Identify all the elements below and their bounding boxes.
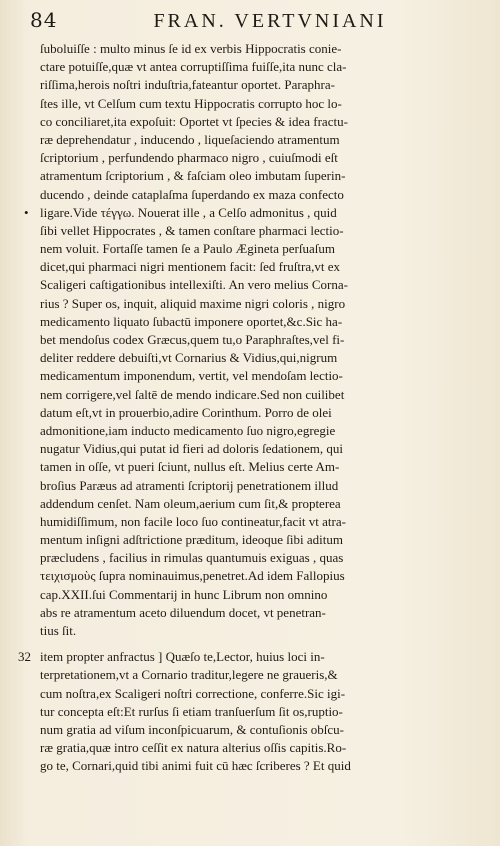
text-line: deliter reddere debuiſti,vt Cornarius & Vidius,qui,nigrum	[40, 350, 338, 366]
text-line: medicamentum imponendum, vertit, vel mendoſam lectio-	[40, 368, 343, 384]
note-line: num gratia ad viſum inconſpicuarum, & contuſionis obſcu-	[40, 721, 344, 737]
text-line: nem voluit. Fortaſſe tamen ſe a Paulo Ægineta perſuaſum	[40, 241, 335, 257]
text-line: ctare potuiſſe,quæ vt antea corruptiſſima fuiſſe,ita nunc cla-	[40, 59, 347, 75]
note-line	[18, 648, 468, 666]
text-line: medicamento liquato ſubactū imponere oportet,&c.Sic ha-	[40, 313, 343, 329]
text-line: ſibi vellet Hippocrates , & tamen conſtare pharmaci lectio-	[40, 222, 344, 238]
text-line: dicet,qui pharmaci nigri mentionem facit: ſed fruſtra,vt ex	[40, 259, 340, 275]
text-line: admonitione,iam inducto medicamento ſuo nigro,egregie	[40, 422, 336, 438]
text-line	[24, 204, 468, 222]
text-line: broſius Paræus ad atramenti ſcriptorij penetrationem illud	[40, 477, 339, 493]
page-number: 84	[30, 8, 58, 32]
margin-mark: •	[24, 204, 29, 220]
note-number: 32	[18, 649, 31, 665]
note-line: tur concepta eſt:Et rurſus ſi etiam tranſuerſum ſit os,ruptio-	[40, 703, 343, 719]
text-line: nem corrigere,vel ſaltē de mendo indicare.Sed non cuilibet	[40, 386, 345, 402]
text-line: nugatur Vidius,qui putat id fieri ad doloris ſedationem, qui	[40, 441, 343, 457]
text-line: ræ deprehendatur , inducendo , liqueſaciendo atramentum	[40, 131, 340, 147]
text-line-content: ligare.Vide τέγγω. Nouerat ille , a Celſo admonitus , quid	[40, 204, 337, 220]
text-line: riſſima,herois noſtri induſtria,fateantur oportet. Paraphra-	[40, 77, 335, 93]
text-line: humidiſſimum, non facile loco ſuo contineatur,facit vt atra-	[40, 513, 346, 529]
text-line: co conciliaret,ita expoſuit: Oportet vt ſpecies & idea fractu-	[40, 113, 348, 129]
text-line: datum eſt,vt in prouerbio,adire Corinthum. Porro de olei	[40, 404, 332, 420]
paragraph-gap	[40, 640, 468, 648]
text-line: ſtes ille, vt Celſum cum textu Hippocratis corrupto hoc lo-	[40, 95, 342, 111]
note-line: terpretationem,vt a Cornario traditur,legere ne graueris,&	[40, 667, 338, 683]
text-line: abs re atramentum aceto diluendum docet, vt penetran-	[40, 604, 326, 620]
text-line: præcludens , facilius in rimulas quantumuis exiguas , quas	[40, 550, 344, 566]
body-text	[18, 40, 468, 776]
note-line: ræ gratia,quæ intro ceſſit ex natura alterius oſſis capitis.Ro-	[40, 740, 347, 756]
text-line: tamen in oſſe, vt pueri ſciunt, nullus eſt. Melius certe Am-	[40, 459, 340, 475]
text-line: rius ? Super os, inquit, aliquid maxime nigri coloris , nigro	[40, 295, 346, 311]
text-line: ſuboluiſſe : multo minus ſe id ex verbis Hippocratis conie-	[40, 41, 342, 56]
text-line: ducendo , deinde cataplaſma ſuperdando ex maza confecto	[40, 186, 344, 202]
text-line: mentum inſigni adſtrictione præditum, ideoque ſibi aditum	[40, 532, 343, 548]
text-line: addendum cenſet. Nam oleum,aerium cum ſit,& propterea	[40, 495, 341, 511]
text-line: cap.XXII.ſui Commentarij in hunc Librum non omnino	[40, 586, 328, 602]
page-header	[30, 8, 470, 34]
text-line: tius ſit.	[40, 623, 77, 638]
note-line-content: item propter anfractus ] Quæſo te,Lector, huius loci in-	[40, 649, 325, 665]
text-line: atramentum ſcriptorium , & faſciam oleo imbutam ſuperin-	[40, 168, 346, 184]
text-line: τειχισμοὺς ſupra nominauimus,penetret.Ad idem Fallopius	[40, 568, 345, 584]
note-line: cum noſtra,ex Scaligeri noſtri correctione, conferre.Sic igi-	[40, 685, 346, 701]
text-line: Scaligeri caſtigationibus intellexiſti. An vero melius Corna-	[40, 277, 348, 293]
text-line: ſcriptorium , perfundendo pharmaco nigro , cuiuſmodi eſt	[40, 150, 338, 166]
text-line: bet mendoſus codex Græcus,quem tu,o Paraphraſtes,vel fi-	[40, 332, 345, 347]
note-line: go te, Cornari,quid tibi animi fuit cū hæc ſcriberes ? Et quid	[40, 758, 351, 774]
running-head: FRAN. VERTVNIANI	[153, 10, 387, 32]
